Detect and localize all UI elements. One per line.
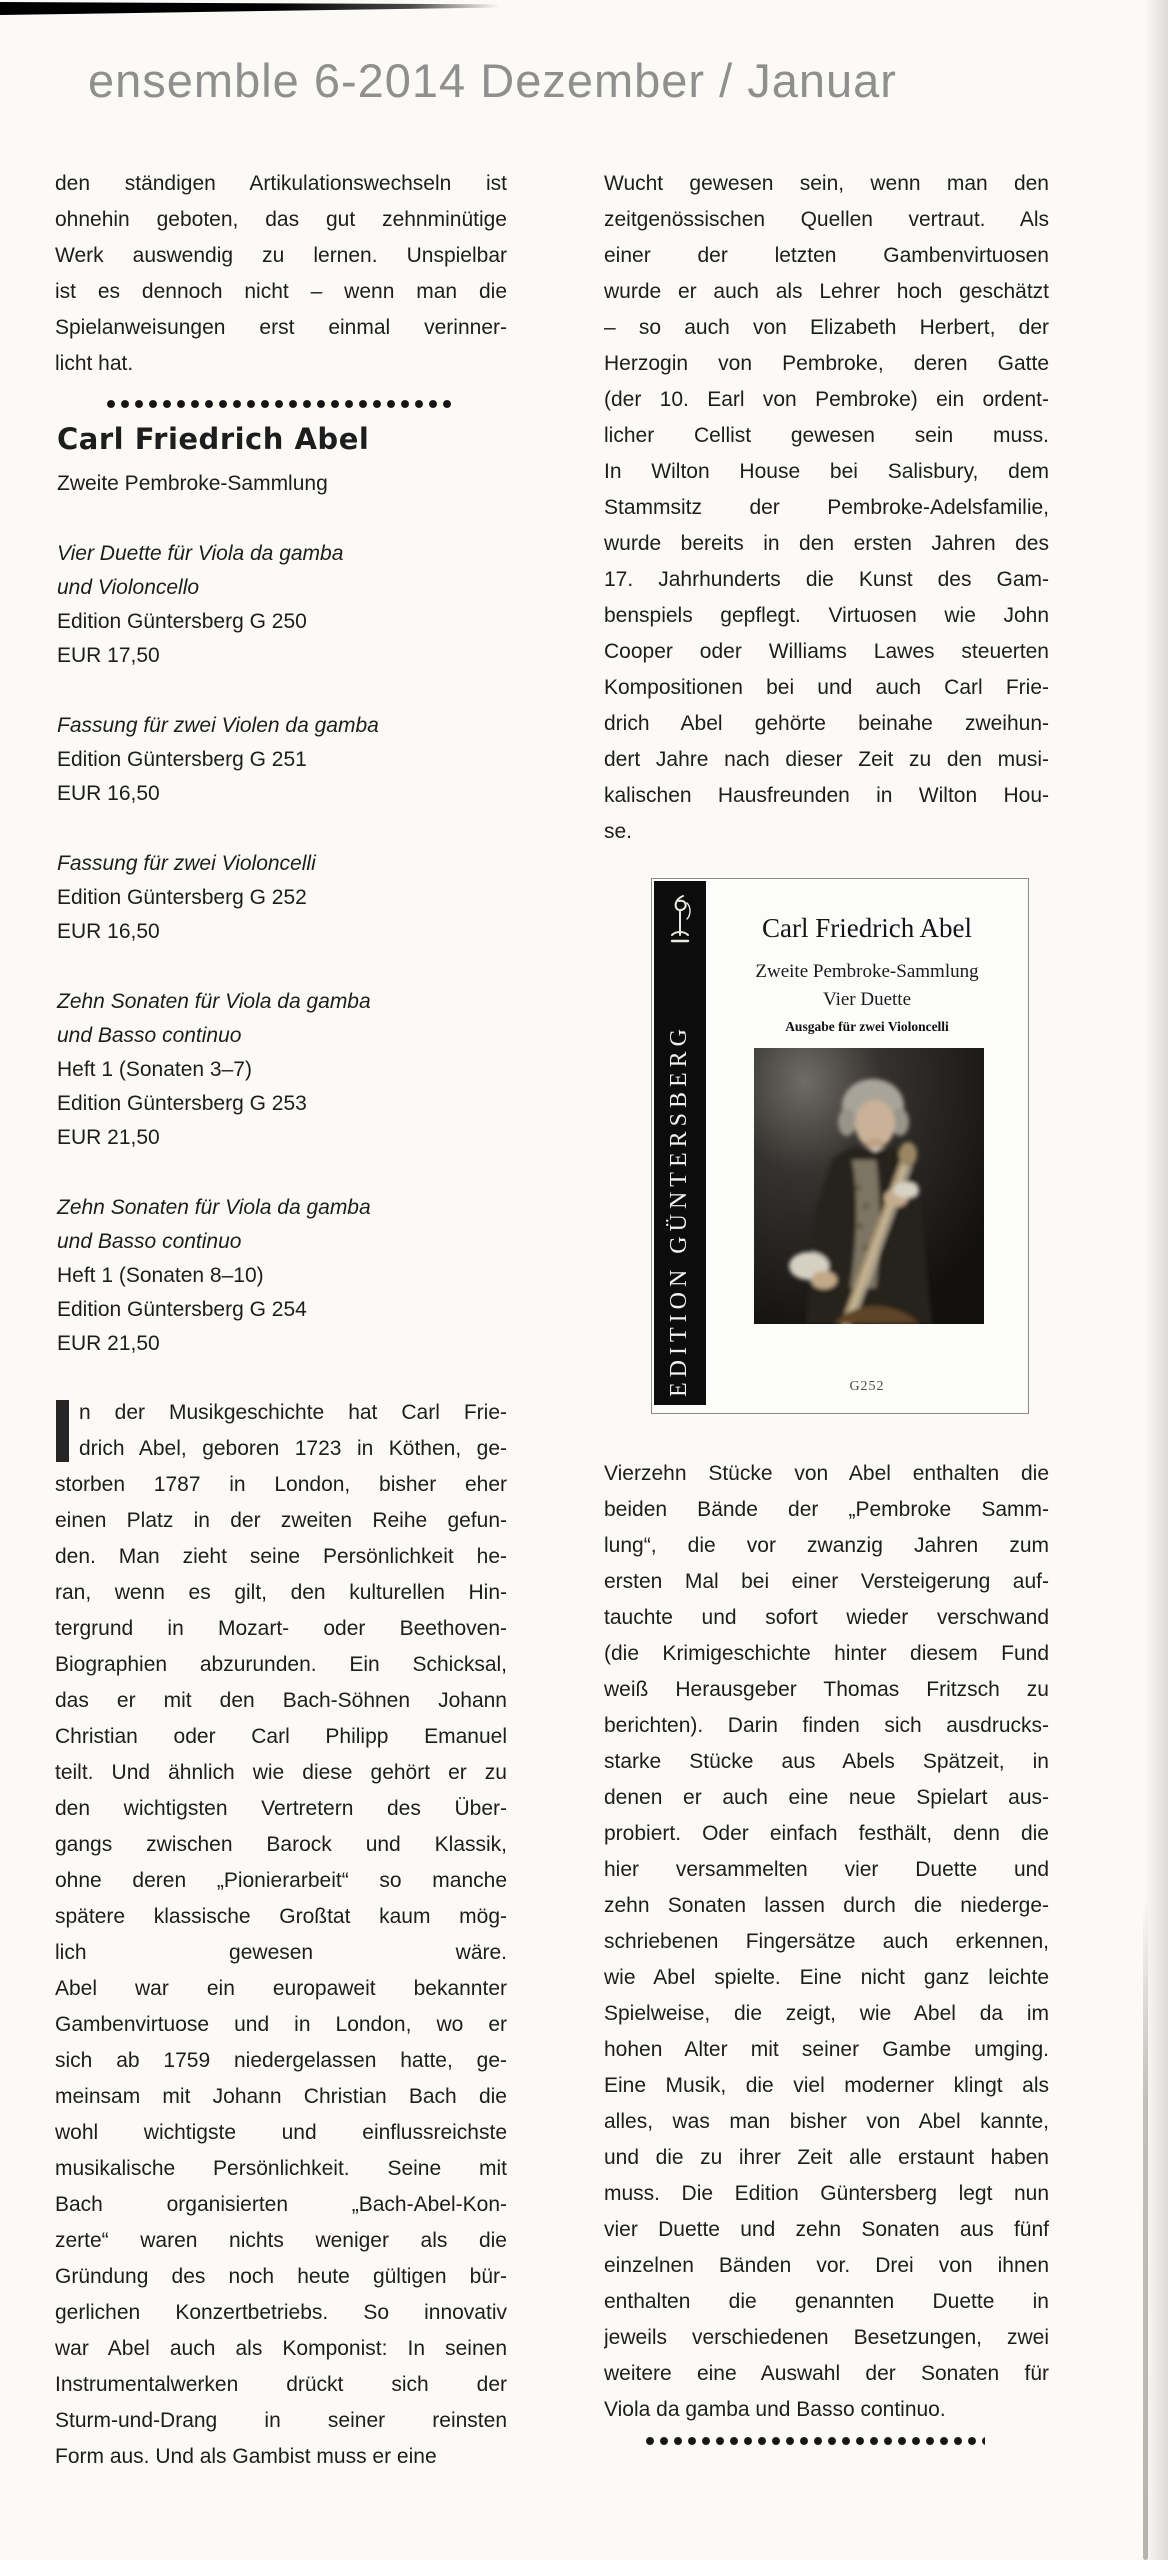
text-line: starke Stücke aus Abels Spätzeit, in [604, 1750, 1049, 1773]
text-line: Sturm-und-Drang in seiner reinsten [55, 2409, 507, 2432]
edition-detail-line: EUR 21,50 [57, 1126, 160, 1149]
dotted-separator-top [106, 399, 456, 409]
text-line: Spielanweisungen erst einmal verinner- [55, 316, 507, 339]
text-line: Eine Musik, die viel moderner klingt als [604, 2074, 1049, 2097]
edition-title-line: und Basso continuo [57, 1230, 242, 1253]
text-line: se. [604, 820, 633, 843]
text-line: ist es dennoch nicht – wenn man die [55, 280, 507, 303]
text-line: das er mit den Bach-Söhnen Johann [55, 1689, 507, 1712]
text-line: jeweils verschiedenen Besetzungen, zwei [604, 2326, 1049, 2349]
text-line: drich Abel, geboren 1723 in Köthen, ge- [79, 1437, 507, 1460]
page-header-title: ensemble 6-2014 Dezember / Januar [88, 54, 897, 107]
section-heading: Carl Friedrich Abel [57, 422, 370, 456]
text-line: Instrumentalwerken drückt sich der [55, 2373, 507, 2396]
text-line: tauchte und sofort wieder verschwand [604, 1606, 1049, 1629]
right-paragraph-review [604, 1456, 1049, 2428]
cover-subtitle-edition: Ausgabe für zwei Violoncelli [785, 1019, 949, 1034]
portrait-painting [754, 1048, 984, 1324]
text-line: enthalten die genannten Duette in [604, 2290, 1049, 2313]
edition-detail-line: EUR 17,50 [57, 644, 160, 667]
text-line: Cooper oder Williams Lawes steuerten [604, 640, 1049, 663]
text-line: zeitgenössischen Quellen vertraut. Als [604, 208, 1049, 231]
publisher-logo-icon [663, 891, 697, 954]
text-line: wie Abel spielte. Eine nicht ganz leichte [604, 1966, 1049, 1989]
text-line: Viola da gamba und Basso continuo. [604, 2398, 946, 2421]
edition-detail-line: EUR 16,50 [57, 782, 160, 805]
text-line: probiert. Oder einfach festhält, denn die [604, 1822, 1049, 1845]
text-line: einer der letzten Gambenvirtuosen [604, 244, 1049, 267]
text-line: musikalische Persönlichkeit. Seine mit [55, 2157, 507, 2180]
text-line: zerte“ waren nichts weniger als die [55, 2229, 507, 2252]
edition-title-line: Vier Duette für Viola da gamba [57, 542, 344, 565]
text-line: weiß Herausgeber Thomas Fritzsch zu [604, 1678, 1049, 1701]
text-line: ersten Mal bei einer Versteigerung auf- [604, 1570, 1049, 1593]
text-line: lung“, die vor zwanzig Jahren zum [604, 1534, 1049, 1557]
edition-title-line: Zehn Sonaten für Viola da gamba [57, 990, 371, 1013]
text-line: teilt. Und ähnlich wie diese gehört er zu [55, 1761, 507, 1784]
text-line: war Abel auch als Komponist: In seinen [55, 2337, 507, 2360]
text-line: einen Platz in der zweiten Reihe gefun- [55, 1509, 507, 1532]
text-line: drich Abel gehörte beinahe zweihun- [604, 712, 1049, 735]
publisher-name-vertical: EDITION GÜNTERSBERG [666, 1024, 692, 1397]
text-line: Gründung des noch heute gültigen bür- [55, 2265, 507, 2288]
text-line: storben 1787 in London, bisher eher [55, 1473, 507, 1496]
edition-item [57, 537, 507, 673]
catalog-number: G252 [849, 1379, 885, 1394]
edition-item [57, 985, 507, 1155]
text-line: gangs zwischen Barock und Klassik, [55, 1833, 507, 1856]
edition-title-line: Fassung für zwei Violen da gamba [57, 714, 379, 737]
edition-detail-line: Edition Güntersberg G 250 [57, 610, 307, 633]
cover-title: Carl Friedrich Abel [762, 913, 972, 943]
text-line: gerlichen Konzertbetriebs. So innovativ [55, 2301, 507, 2324]
text-line: ohne deren „Pionierarbeit“ so manche [55, 1869, 507, 1892]
page-gutter-line [1143, 1900, 1148, 2560]
edition-item [57, 709, 507, 811]
text-line: tergrund in Mozart- oder Beethoven- [55, 1617, 507, 1640]
text-line: licht hat. [55, 352, 134, 375]
text-line: Spielweise, die zeigt, wie Abel da im [604, 2002, 1049, 2025]
text-line: wurde bereits in den ersten Jahren des [604, 532, 1049, 555]
text-line: denen er auch eine neue Spielart aus- [604, 1786, 1049, 1809]
text-line: beiden Bände der „Pembroke Samm- [604, 1498, 1049, 1521]
publisher-band [654, 881, 706, 1405]
text-line: den ständigen Artikulationswechseln ist [55, 172, 507, 195]
text-line: den. Man zieht seine Persönlichkeit he- [55, 1545, 507, 1568]
text-line: Wucht gewesen sein, wenn man den [604, 172, 1049, 195]
text-line: dert Jahre nach dieser Zeit zu den musi- [604, 748, 1049, 771]
text-line: Bach organisierten „Bach-Abel-Kon- [55, 2193, 507, 2216]
text-line: wurde er auch als Lehrer hoch geschätzt [604, 280, 1049, 303]
text-line: 17. Jahrhunderts die Kunst des Gam- [604, 568, 1049, 591]
text-line: hohen Alter mit seiner Gambe umging. [604, 2038, 1049, 2061]
right-paragraph-history [604, 166, 1049, 850]
left-paragraph-intro [55, 166, 507, 382]
cover-subtitle-work: Vier Duette [822, 989, 911, 1010]
text-line: Abel war ein europaweit bekannter [55, 1977, 507, 2000]
edition-title-line: und Violoncello [57, 576, 200, 599]
dotted-separator-bottom [645, 2436, 985, 2446]
text-line: licher Cellist gewesen sein muss. [604, 424, 1049, 447]
text-line: Gambenvirtuose und in London, wo er [55, 2013, 507, 2036]
text-line: In Wilton House bei Salisbury, dem [604, 460, 1049, 483]
edition-item [57, 1191, 507, 1361]
edition-detail-line: Heft 1 (Sonaten 3–7) [57, 1058, 252, 1081]
text-line: einzelnen Bänden vor. Drei von ihnen [604, 2254, 1049, 2277]
text-line: meinsam mit Johann Christian Bach die [55, 2085, 507, 2108]
text-line: schriebenen Fingersätze auch erkennen, [604, 1930, 1049, 1953]
drop-cap-letter [56, 1400, 69, 1462]
edition-detail-line: Edition Güntersberg G 252 [57, 886, 307, 909]
text-line: Kompositionen bei und auch Carl Frie- [604, 676, 1049, 699]
edition-title-line: Fassung für zwei Violoncelli [57, 852, 316, 875]
text-line: Form aus. Und als Gambist muss er eine [55, 2445, 437, 2468]
edition-title-line: Zehn Sonaten für Viola da gamba [57, 1196, 371, 1219]
text-line: alles, was man bisher von Abel kannte, [604, 2110, 1049, 2133]
text-line: ran, wenn es gilt, den kulturellen Hin- [55, 1581, 507, 1604]
edition-detail-line: Heft 1 (Sonaten 8–10) [57, 1264, 264, 1287]
text-line: vier Duette und zehn Sonaten aus fünf [604, 2218, 1049, 2241]
text-line: (der 10. Earl von Pembroke) ein ordent- [604, 388, 1049, 411]
left-paragraph-biography [55, 1395, 507, 2475]
edition-detail-line: EUR 21,50 [57, 1332, 160, 1355]
editions-list [57, 537, 507, 1361]
text-line: den wichtigsten Vertretern des Über- [55, 1797, 507, 1820]
text-line: muss. Die Edition Güntersberg legt nun [604, 2182, 1049, 2205]
book-cover-image [651, 878, 1029, 1414]
text-line: und die zu ihrer Zeit alle erstaunt haben [604, 2146, 1049, 2169]
edition-item [57, 847, 507, 949]
text-line: Werk auswendig zu lernen. Unspielbar [55, 244, 507, 267]
edition-detail-line: Edition Güntersberg G 251 [57, 748, 307, 771]
text-line: Christian oder Carl Philipp Emanuel [55, 1725, 507, 1748]
text-line: lich gewesen wäre. [55, 1941, 507, 1964]
text-line: spätere klassische Großtat kaum mög- [55, 1905, 507, 1928]
text-line: – so auch von Elizabeth Herbert, der [604, 316, 1049, 339]
text-line: kalischen Hausfreunden in Wilton Hou- [604, 784, 1049, 807]
edition-detail-line: Edition Güntersberg G 253 [57, 1092, 307, 1115]
edition-detail-line: Edition Güntersberg G 254 [57, 1298, 307, 1321]
text-line: zehn Sonaten lassen durch die niederge- [604, 1894, 1049, 1917]
text-line: wohl wichtigste und einflussreichste [55, 2121, 507, 2144]
edition-detail-line: EUR 16,50 [57, 920, 160, 943]
section-subheading: Zweite Pembroke-Sammlung [57, 472, 328, 495]
text-line: (die Krimigeschichte hinter diesem Fund [604, 1642, 1049, 1665]
edition-title-line: und Basso continuo [57, 1024, 242, 1047]
cover-subtitle-collection: Zweite Pembroke-Sammlung [755, 961, 979, 982]
text-line: weitere eine Auswahl der Sonaten für [604, 2362, 1049, 2385]
text-line: n der Musikgeschichte hat Carl Frie- [79, 1401, 507, 1424]
text-line: Stammsitz der Pembroke-Adelsfamilie, [604, 496, 1049, 519]
text-line: hier versammelten vier Duette und [604, 1858, 1049, 1881]
text-line: berichten). Darin finden sich ausdrucks- [604, 1714, 1049, 1737]
scan-edge-artifact [0, 2, 500, 15]
text-line: benspiels gepflegt. Virtuosen wie John [604, 604, 1049, 627]
text-line: sich ab 1759 niedergelassen hatte, ge- [55, 2049, 507, 2072]
text-line: Biographien abzurunden. Ein Schicksal, [55, 1653, 507, 1676]
text-line: Vierzehn Stücke von Abel enthalten die [604, 1462, 1049, 1485]
text-line: ohnehin geboten, das gut zehnminütige [55, 208, 507, 231]
text-line: Herzogin von Pembroke, deren Gatte [604, 352, 1049, 375]
